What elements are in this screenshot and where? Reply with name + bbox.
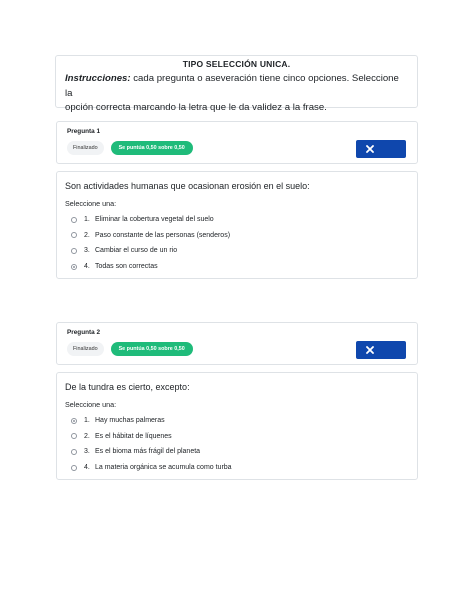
question-stem: Son actividades humanas que ocasionan erosión en el suelo: xyxy=(65,181,310,191)
grade-badge: Se puntúa 0,50 sobre 0,50 xyxy=(111,141,193,155)
question-stem: De la tundra es cierto, excepto: xyxy=(65,382,190,392)
question-2-info xyxy=(56,322,418,365)
radio-button[interactable] xyxy=(71,433,77,439)
question-1-content xyxy=(56,171,418,279)
flag-question-button[interactable] xyxy=(356,140,406,158)
answer-option[interactable]: 4. La materia orgánica se acumula como turba xyxy=(65,460,409,476)
radio-button-selected[interactable] xyxy=(71,418,77,424)
answer-option[interactable]: 2. Paso constante de las personas (senderos) xyxy=(65,228,409,244)
answer-option[interactable]: 4. Todas son correctas xyxy=(65,259,409,275)
question-number: Pregunta 2 xyxy=(67,329,101,336)
instructions-body xyxy=(65,72,408,116)
answer-text: Todas son correctas xyxy=(95,263,158,271)
flag-question-button[interactable] xyxy=(356,341,406,359)
answer-text: Cambiar el curso de un rio xyxy=(95,247,178,255)
radio-button[interactable] xyxy=(71,248,77,254)
answer-text: Eliminar la cobertura vegetal del suelo xyxy=(95,216,214,224)
question-1-info xyxy=(56,121,418,164)
instructions-text-1: cada pregunta o aseveración tiene cinco opciones. Seleccione la xyxy=(65,73,399,99)
instructions-title: TIPO SELECCIÓN UNICA. xyxy=(182,59,291,69)
answer-list xyxy=(65,413,409,475)
radio-button[interactable] xyxy=(71,465,77,471)
radio-button[interactable] xyxy=(71,449,77,455)
state-badge: Finalizado xyxy=(67,141,104,155)
answer-option[interactable]: 3. Cambiar el curso de un rio xyxy=(65,243,409,259)
close-x-icon xyxy=(366,145,374,153)
answer-text: Hay muchas palmeras xyxy=(95,417,165,425)
answer-list xyxy=(65,212,409,274)
answer-option[interactable]: 2. Es el hábitat de líquenes xyxy=(65,429,409,445)
answer-text: La materia orgánica se acumula como turba xyxy=(95,464,232,472)
radio-button-selected[interactable] xyxy=(71,264,77,270)
answer-option[interactable]: 1. Eliminar la cobertura vegetal del suelo xyxy=(65,212,409,228)
state-badge: Finalizado xyxy=(67,342,104,356)
instructions-card xyxy=(55,55,418,113)
grade-badge: Se puntúa 0,50 sobre 0,50 xyxy=(111,342,193,356)
answer-prompt: Seleccione una: xyxy=(65,199,117,208)
answer-option[interactable]: 1. Hay muchas palmeras xyxy=(65,413,409,429)
instructions-label: Instrucciones: xyxy=(65,73,131,84)
question-2-content xyxy=(56,372,418,480)
answer-text: Paso constante de las personas (senderos) xyxy=(95,231,231,239)
radio-button[interactable] xyxy=(71,232,77,238)
instructions-text-2: opción correcta marcando la letra que le da validez a la frase. xyxy=(65,102,327,113)
answer-text: Es el hábitat de líquenes xyxy=(95,432,172,440)
answer-option[interactable]: 3. Es el bioma más frágil del planeta xyxy=(65,444,409,460)
question-number: Pregunta 1 xyxy=(67,128,101,135)
radio-button[interactable] xyxy=(71,217,77,223)
close-x-icon xyxy=(366,346,374,354)
answer-prompt: Seleccione una: xyxy=(65,400,117,409)
answer-text: Es el bioma más frágil del planeta xyxy=(95,448,201,456)
